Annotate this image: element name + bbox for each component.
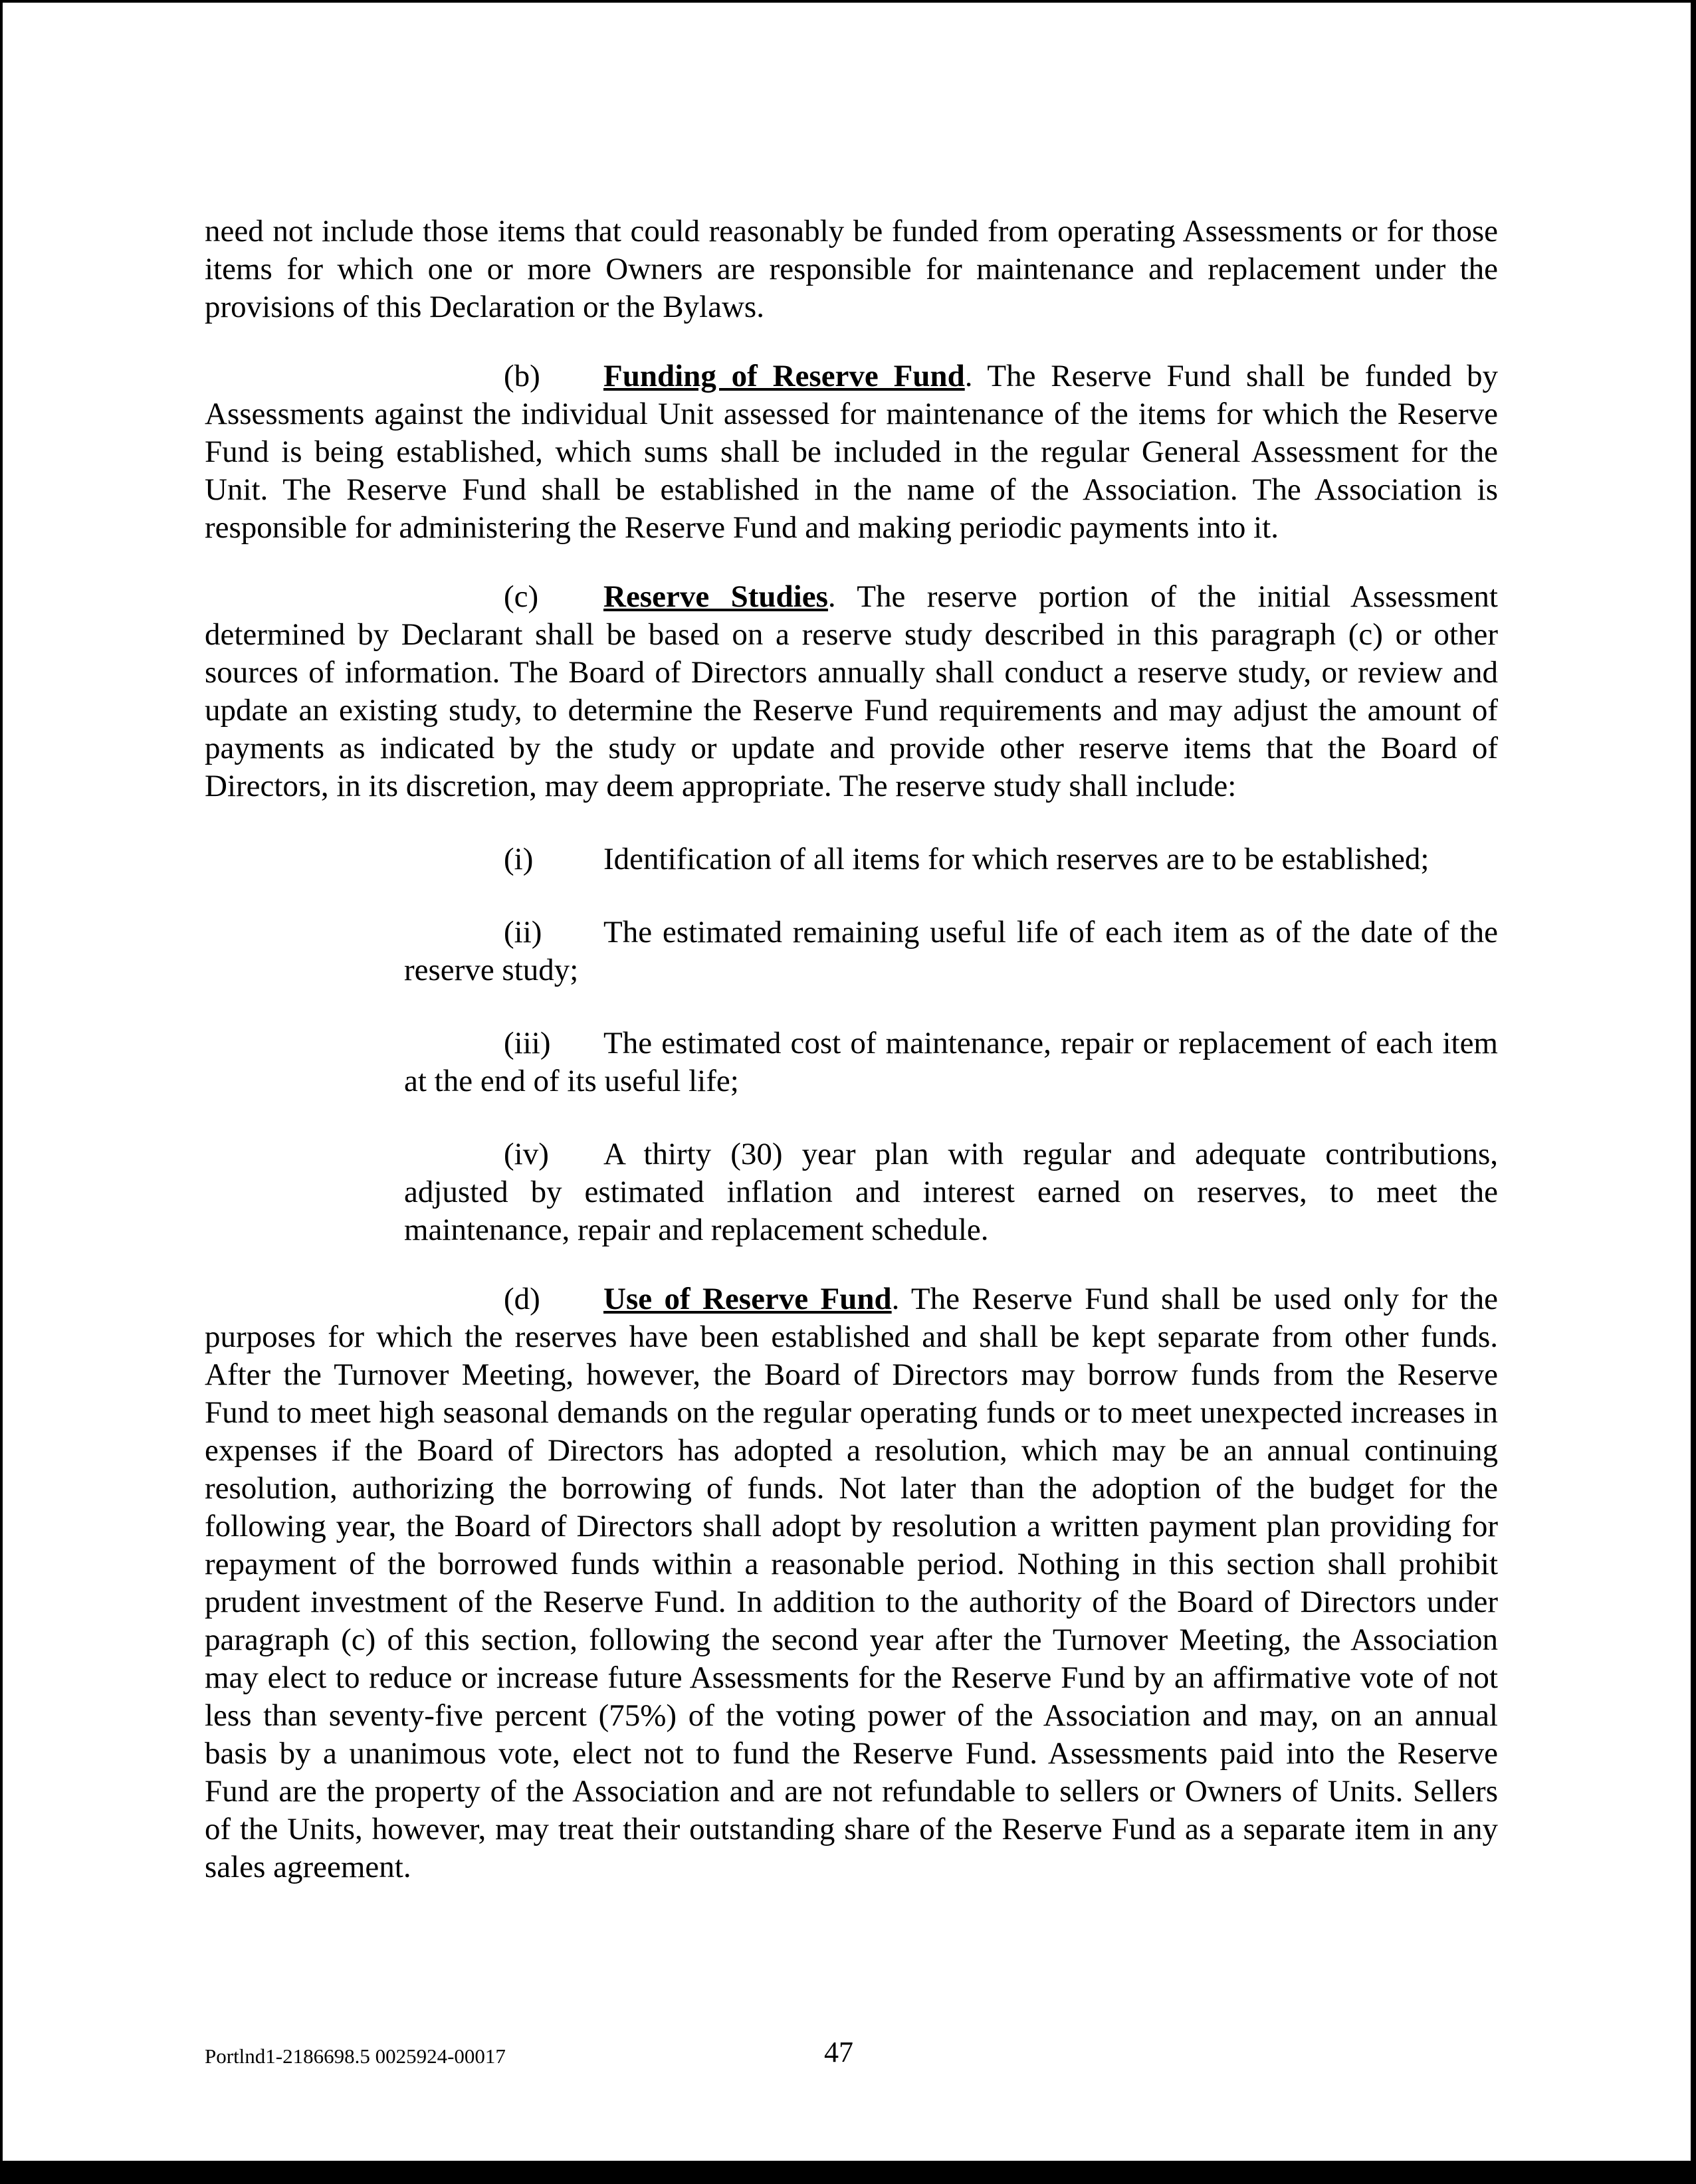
list-item-iv: [404, 1136, 1498, 1249]
list-item-text: The estimated cost of maintenance, repair or replacement of each item at the end of its useful life;: [404, 1026, 1498, 1098]
section-d-number: (d): [504, 1282, 540, 1316]
section-c-text: . The reserve portion of the initial Assessment determined by Declarant shall be based on a reserve study described in this paragraph (c) or other sources of information. The Board of Directors annually shall conduct a reserve study, or review and update an existing study, to determine the Reserve Fund requirements and may adjust the amount of payments as indicated by the study or update and provide other reserve items that the Board of Directors, in its discretion, may deem appropriate. The reserve study shall include:: [205, 579, 1498, 803]
section-b-paragraph: [205, 357, 1498, 547]
section-c-heading: Reserve Studies: [603, 579, 828, 614]
list-item-i: [404, 841, 1498, 878]
footer-page-number: 47: [824, 2036, 853, 2068]
section-b-number: (b): [504, 359, 540, 393]
section-d-paragraph: [205, 1280, 1498, 1886]
list-item-number: (i): [504, 842, 534, 876]
section-c-number: (c): [504, 579, 539, 614]
footer-document-id: Portlnd1-2186698.5 0025924-00017: [205, 2044, 506, 2068]
intro-paragraph: need not include those items that could reasonably be funded from operating Assessments or for those items for which one or more Owners are responsible for maintenance and replacement under the provisions of this Declaration or the Bylaws.: [205, 214, 1498, 324]
scan-bottom-edge: [0, 2161, 1696, 2184]
section-b-text: . The Reserve Fund shall be funded by Assessments against the individual Unit assessed for maintenance of the items for which the Reserve Fund is being established, which sums shall be included in the regular General Assessment for the Unit. The Reserve Fund shall be established in the name of the Association. The Association is responsible for administering the Reserve Fund and making periodic payments into it.: [205, 359, 1499, 545]
list-item-iii: [404, 1025, 1498, 1100]
section-b-heading: Funding of Reserve Fund: [603, 359, 965, 393]
section-d-text: . The Reserve Fund shall be used only for the purposes for which the reserves have been established and shall be kept separate from other funds. After the Turnover Meeting, however, the Board of Directors may borrow funds from the Reserve Fund to meet high seasonal demands on the regular operating funds or to meet unexpected increases in expenses if the Board of Directors has adopted a resolution, which may be an annual continuing resolution, authorizing the borrowing of funds. Not later than the adoption of the budget for the following year, the Board of Directors shall adopt by resolution a written payment plan providing for repayment of the borrowed funds within a reasonable period. Nothing in this section shall prohibit prudent investment of the Reserve Fund. In addition to the authority of the Board of Directors under paragraph (c) of this section, following the second year after the Turnover Meeting, the Association may elect to reduce or increase future Assessments for the Reserve Fund by an affirmative vote of not less than seventy-five percent (75%) of the voting power of the Association and may, on an annual basis by a unanimous vote, elect not to fund the Reserve Fund. Assessments paid into the Reserve Fund are the property of the Association and are not refundable to sellers or Owners of Units. Sellers of the Units, however, may treat their outstanding share of the Reserve Fund as a separate item in any sales agreement.: [205, 1282, 1498, 1884]
document-body: [205, 213, 1498, 1886]
list-item-number: (iii): [504, 1026, 551, 1060]
list-item-text: The estimated remaining useful life of each item as of the date of the reserve study;: [404, 915, 1498, 987]
list-item-ii: [404, 914, 1498, 989]
list-item-number: (ii): [504, 915, 542, 949]
section-c-paragraph: [205, 578, 1498, 805]
list-item-text: A thirty (30) year plan with regular and adequate contributions, adjusted by estimated inflation and interest earned on reserves, to meet the maintenance, repair and replacement schedule.: [404, 1137, 1498, 1247]
list-item-text: Identification of all items for which reserves are to be established;: [603, 842, 1430, 876]
section-d-heading: Use of Reserve Fund: [603, 1282, 892, 1316]
list-item-number: (iv): [504, 1137, 549, 1171]
